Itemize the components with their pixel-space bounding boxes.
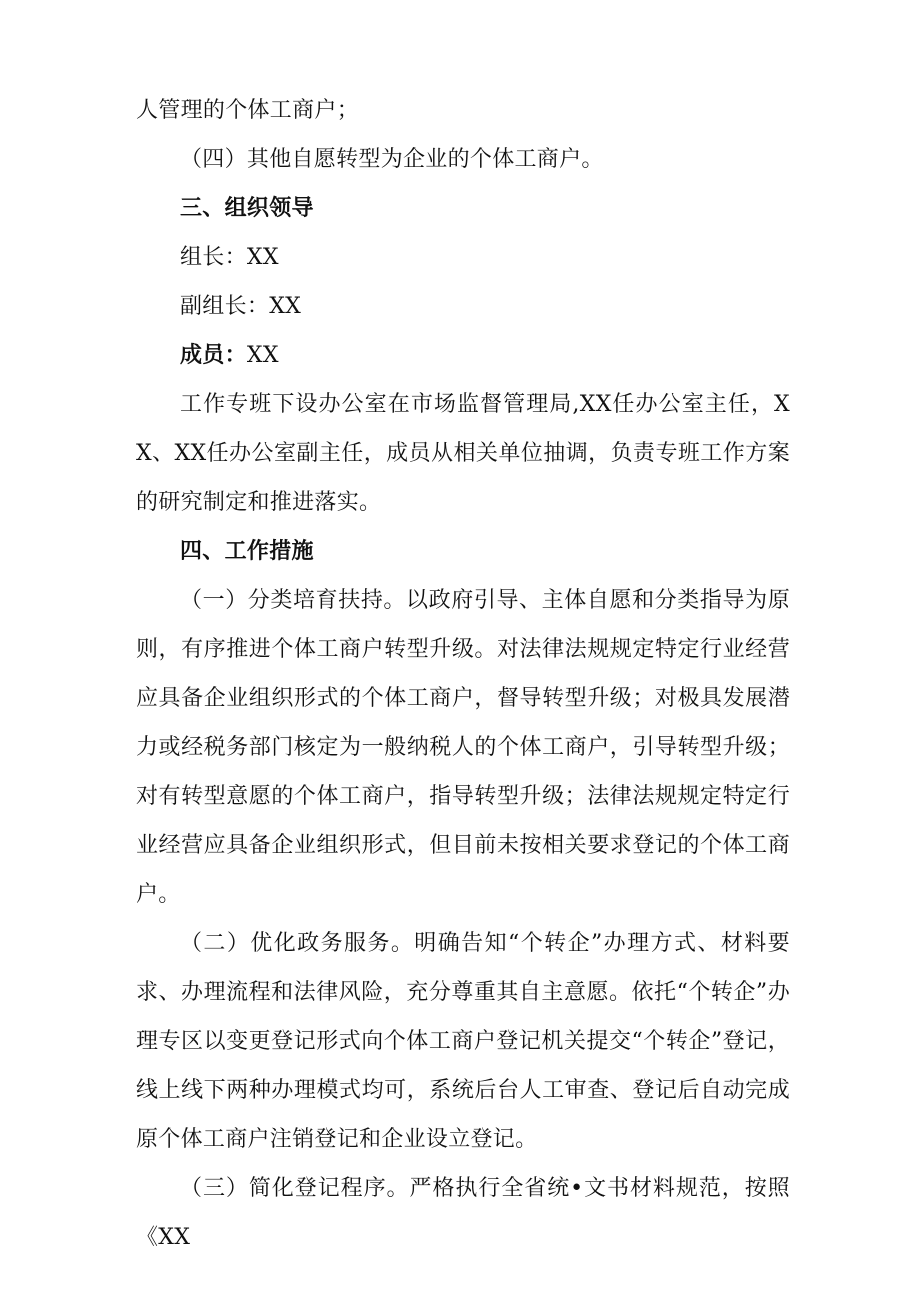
- members-line: [136, 331, 790, 380]
- continuation-paragraph: 人管理的个体工商户；: [136, 98, 360, 123]
- section-heading-measures: 四、工作措施: [180, 539, 314, 564]
- leader-line: 组长：XX: [180, 245, 279, 270]
- measure-three-paragraph: （三）简化登记程序。严格执行全省统•文书材料规范，按照《XX: [136, 1176, 790, 1250]
- measure-one-paragraph: （一）分类培育扶持。以政府引导、主体自愿和分类指导为原则，有序推进个体工商户转型升级。对法律法规规定特定行业经营应具备企业组织形式的个体工商户，督导转型升级；对极具发展潜力或经税务部门核定为一般纳税人的个体工商户，引导转型升级；对有转型意愿的个体工商户，指导转型升级；法律法规规定特定行业经营应具备企业组织形式，但目前未按相关要求登记的个体工商户。: [136, 588, 790, 907]
- section-heading-organization: 三、组织领导: [180, 196, 314, 221]
- document-body: [136, 86, 790, 1262]
- members-label: 成员：: [180, 343, 247, 368]
- measure-two-paragraph: （二）优化政务服务。明确告知“个转企”办理方式、材料要求、办理流程和法律风险，充分尊重其自主意愿。依托“个转企”办理专区以变更登记形式向个体工商户登记机关提交“个转企”登记，线上线下两种办理模式均可，系统后台人工审查、登记后自动完成原个体工商户注销登记和企业设立登记。: [136, 931, 790, 1152]
- members-value: XX: [246, 343, 279, 368]
- deputy-leader-line: 副组长：XX: [180, 294, 302, 319]
- office-paragraph: 工作专班下设办公室在市场监督管理局,XX任办公室主任，XX、XX任办公室副主任，成员从相关单位抽调，负责专班工作方案的研究制定和推进落实。: [136, 392, 790, 515]
- item-four-paragraph: （四）其他自愿转型为企业的个体工商户。: [180, 147, 604, 172]
